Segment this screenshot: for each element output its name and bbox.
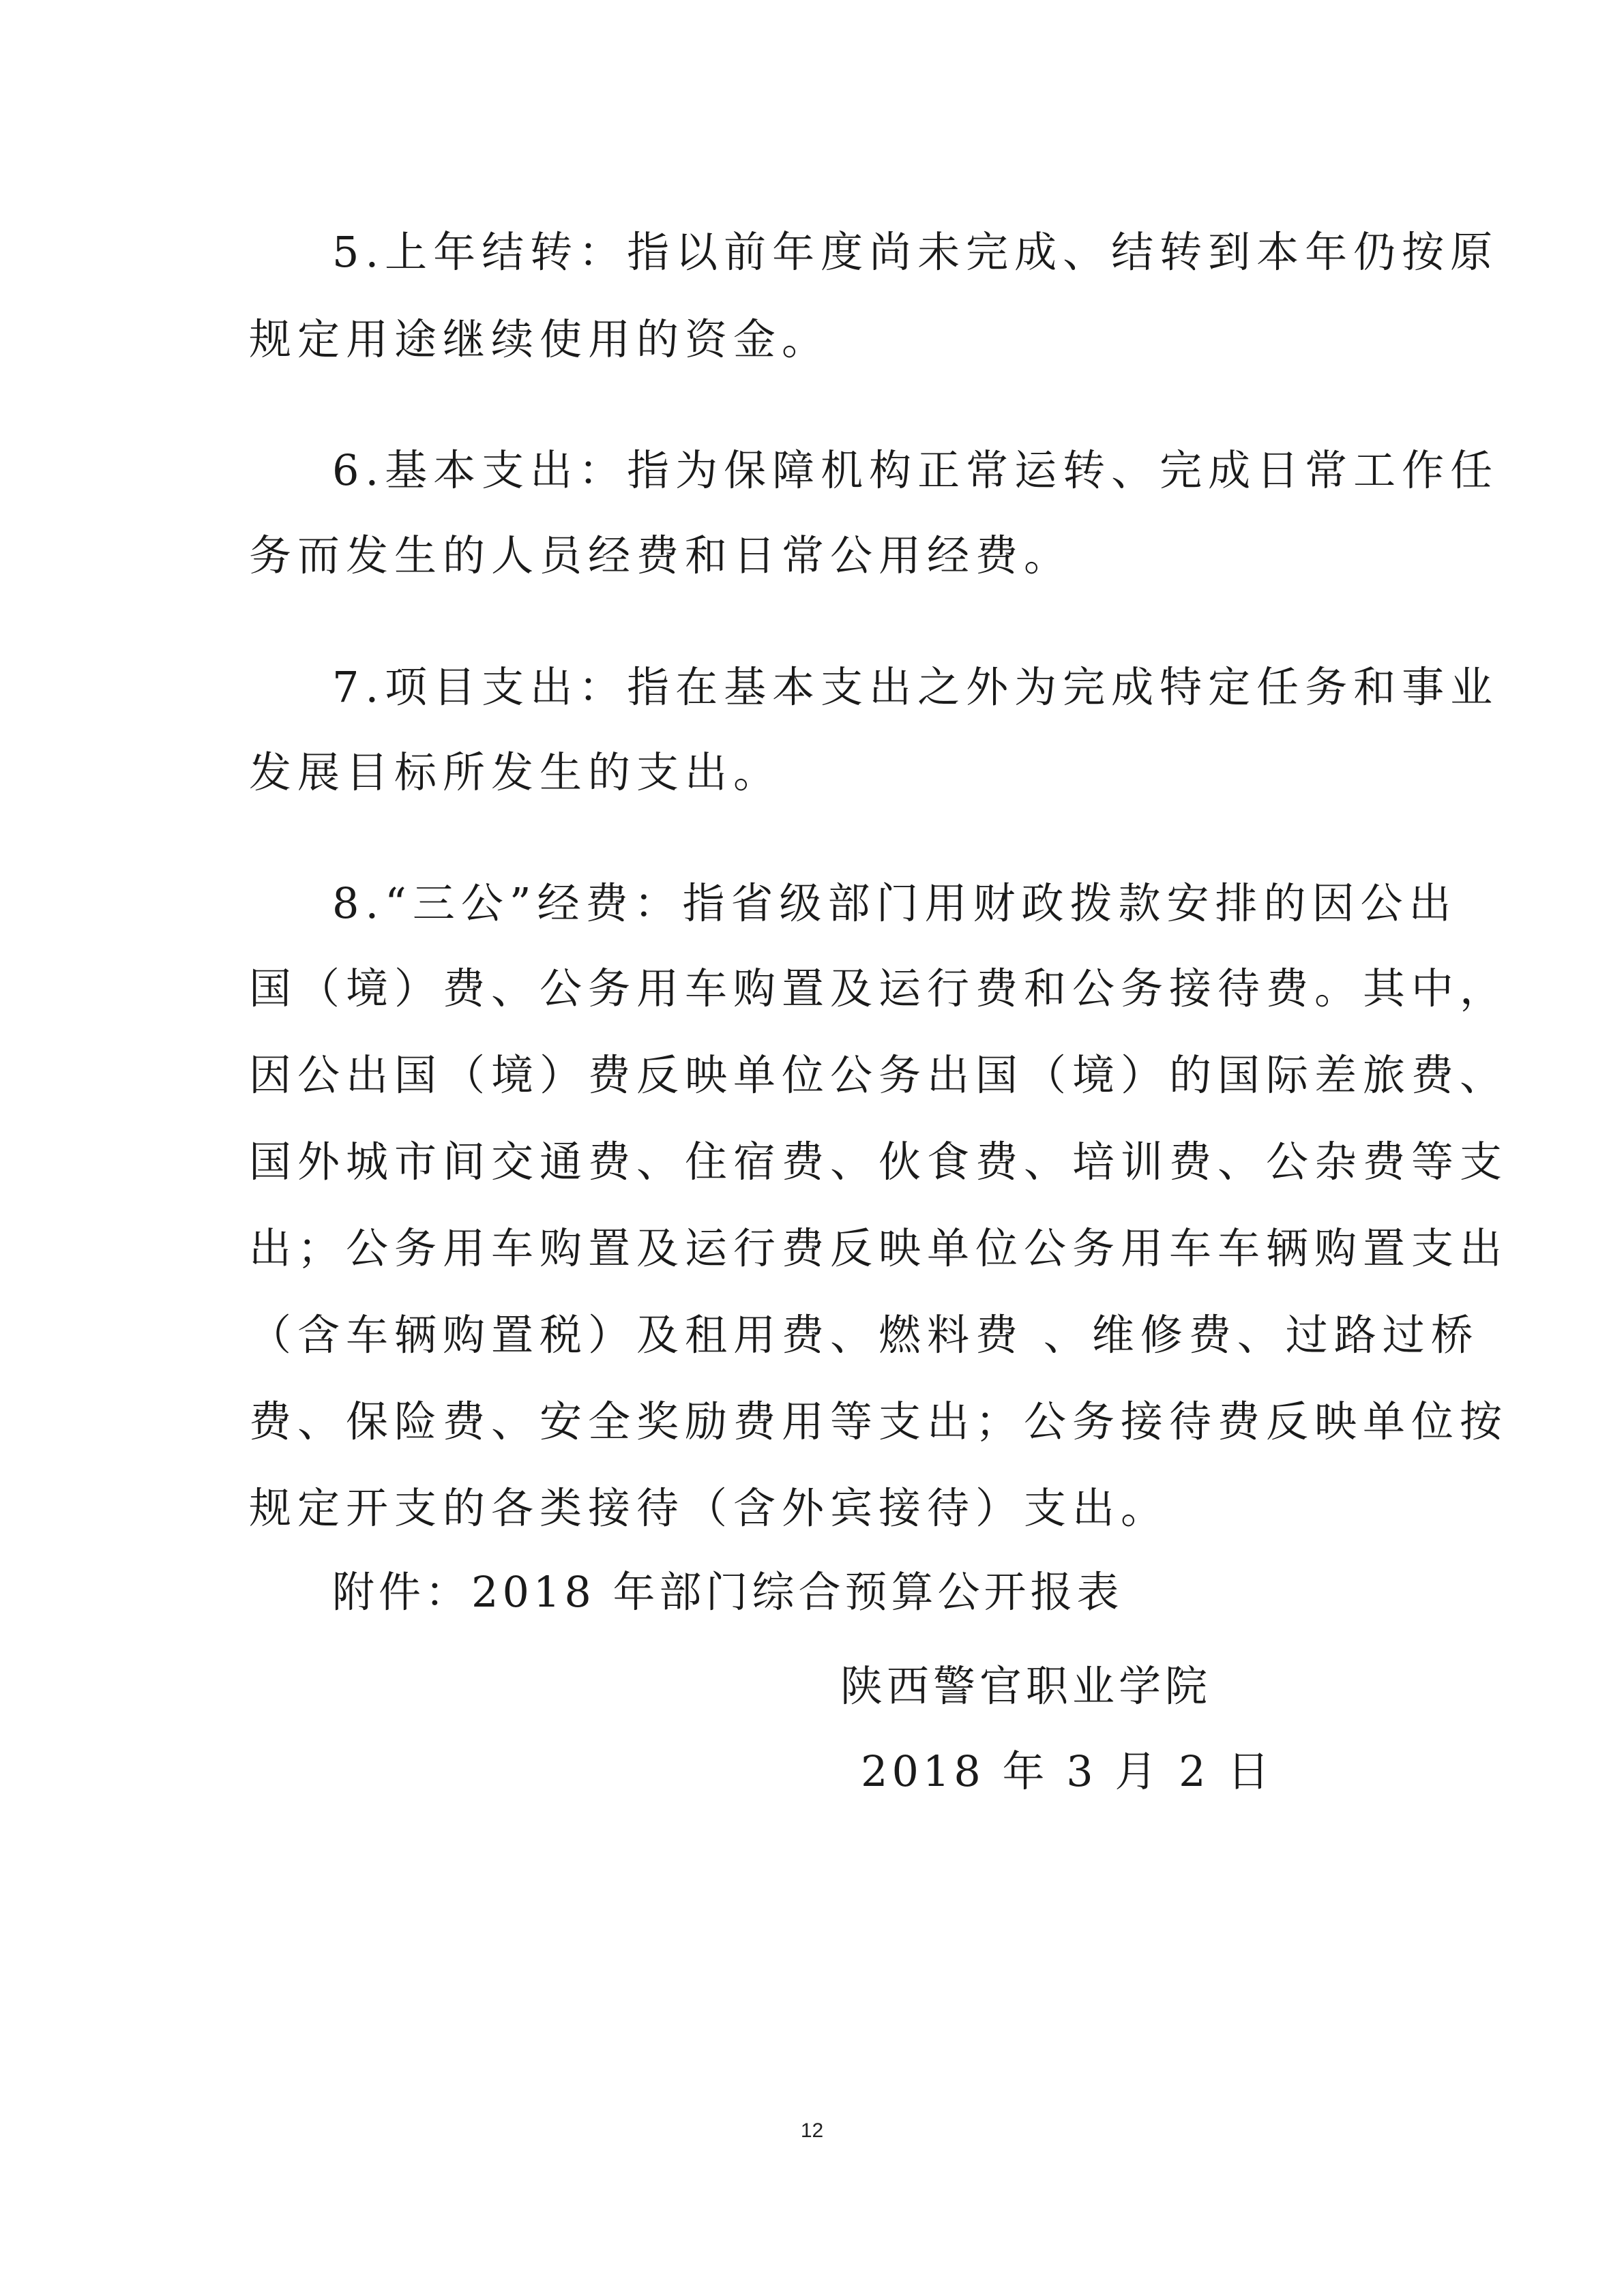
paragraph-8-line-4: 国外城市间交通费、住宿费、伙食费、培训费、公杂费等支 [249,1137,1509,1187]
paragraph-7-line-1: 7.项目支出：指在基本支出之外为完成特定任务和事业 [332,662,1499,712]
paragraph-8-line-6: （含车辆购置税）及租用费、燃料费 、维修费、过路过桥 [249,1310,1479,1360]
signature-organization: 陕西警官职业学院 [840,1661,1212,1711]
paragraph-8-line-1: 8.“三公”经费：指省级部门用财政拨款安排的因公出 [332,878,1458,928]
paragraph-8-line-3: 因公出国（境）费反映单位公务出国（境）的国际差旅费、 [249,1050,1509,1100]
paragraph-5-line-1: 5.上年结转：指以前年度尚未完成、结转到本年仍按原 [332,227,1499,277]
paragraph-8-line-7: 费、保险费、安全奖励费用等支出；公务接待费反映单位按 [249,1397,1509,1446]
paragraph-5-line-2: 规定用途继续使用的资金。 [249,314,831,364]
paragraph-8-line-2: 国（境）费、公务用车购置及运行费和公务接待费。其中， [249,964,1509,1013]
paragraph-8-line-5: 出；公务用车购置及运行费反映单位公务用车车辆购置支出 [249,1223,1509,1273]
paragraph-6-line-2: 务而发生的人员经费和日常公用经费。 [249,531,1073,580]
page-number: 12 [800,2119,824,2142]
signature-date: 2018 年 3 月 2 日 [861,1746,1274,1796]
paragraph-7-line-2: 发展目标所发生的支出。 [249,747,782,797]
paragraph-8-line-8: 规定开支的各类接待（含外宾接待）支出。 [249,1483,1170,1533]
paragraph-6-line-1: 6.基本支出：指为保障机构正常运转、完成日常工作任 [332,445,1499,495]
attachment-line: 附件：2018 年部门综合预算公开报表 [332,1567,1123,1617]
